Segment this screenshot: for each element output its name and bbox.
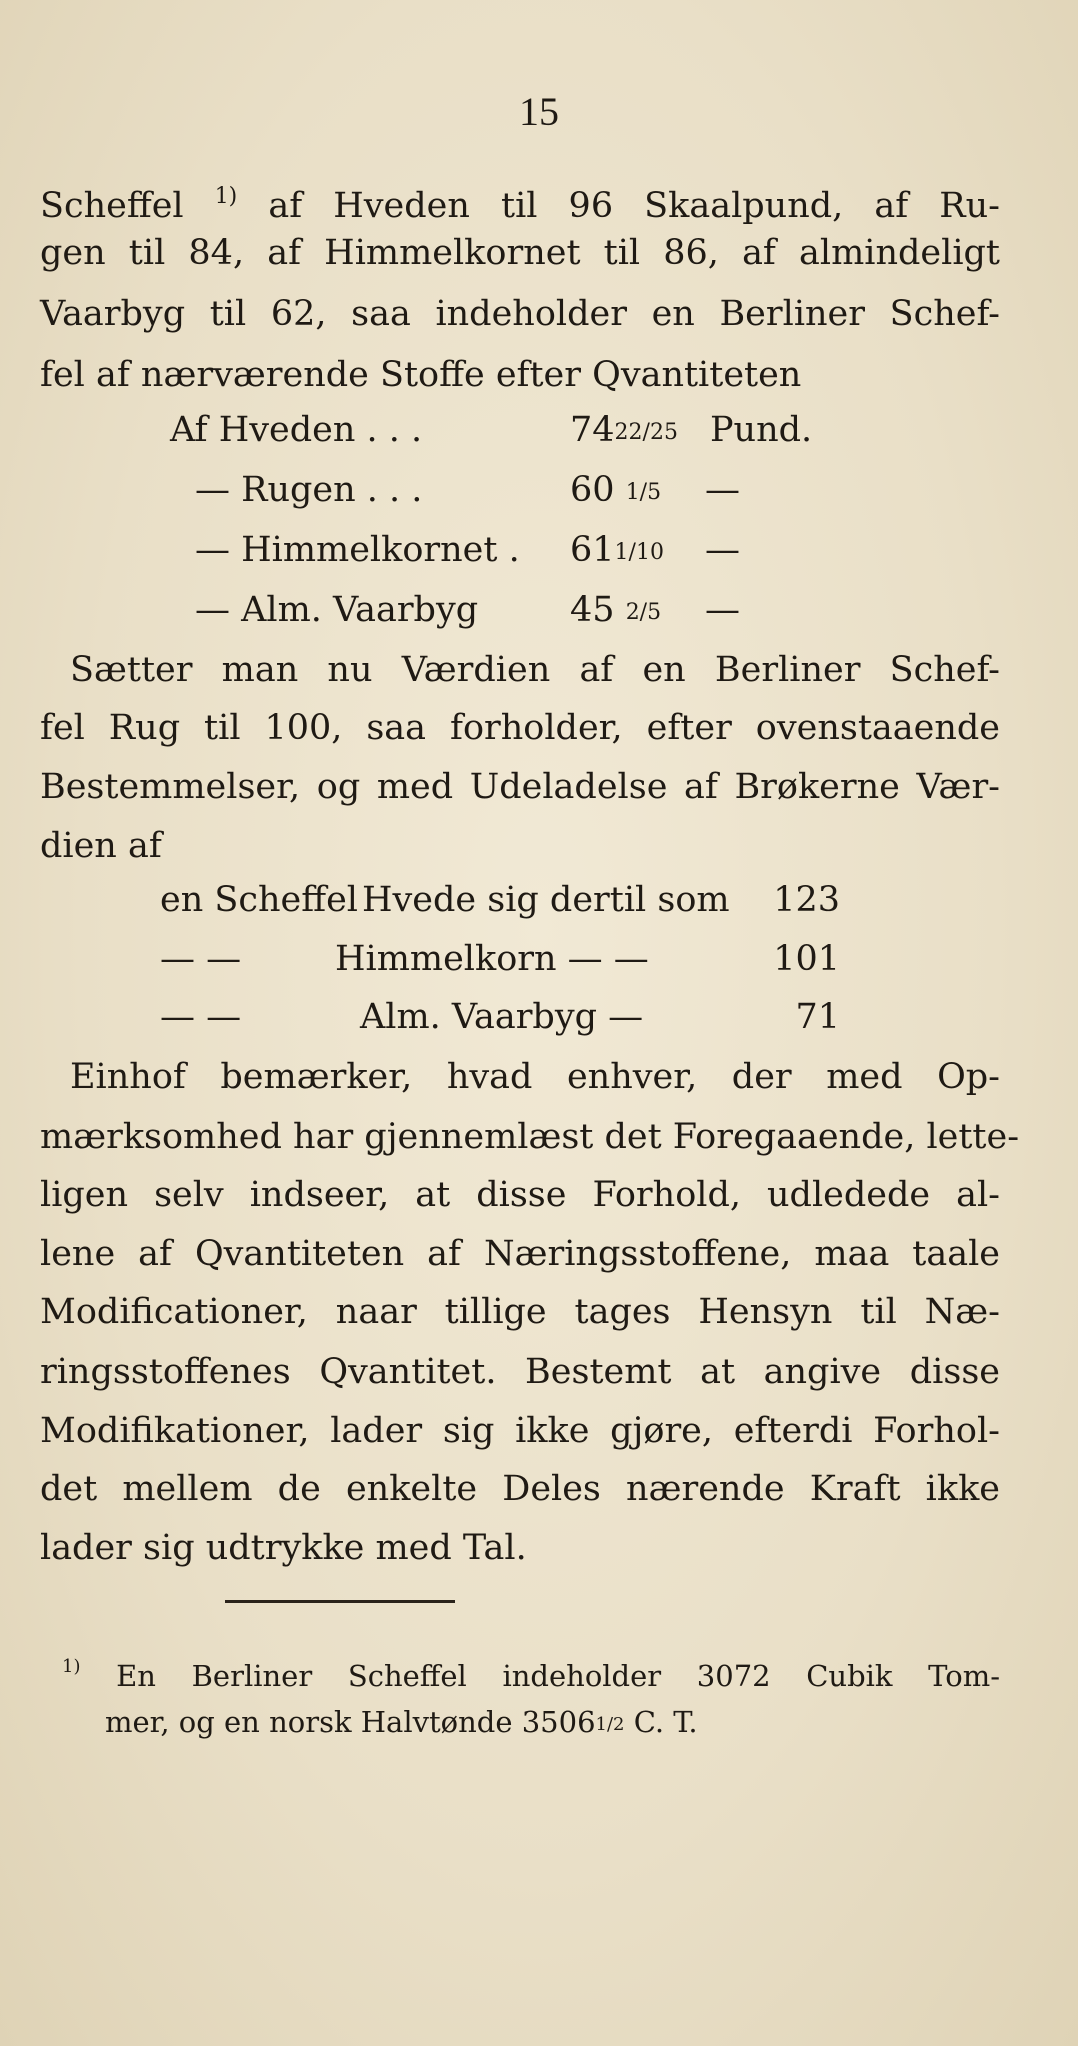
text-line: gen til 84, af Himmelkornet til 86, af almindeligt (40, 233, 1000, 273)
text-line: lene af Qvantiteten af Næringsstoffene, maa taale (40, 1234, 1000, 1274)
footnote-line: $^{1)}$ En Berliner Scheffel indeholder 3072 Cubik Tom- (62, 1656, 1000, 1693)
footnote-divider (225, 1600, 455, 1603)
row-value: 45 2/5 (570, 590, 662, 630)
footnote-marker: 1) (214, 184, 238, 209)
row-unit: — (705, 590, 740, 630)
text-line: ringsstoffenes Qvantitet. Bestemt at angive disse (40, 1352, 1000, 1392)
text-line: fel Rug til 100, saa forholder, efter ovenstaaende (40, 708, 1000, 748)
text-line: Scheffel $^{1)}$ af Hveden til 96 Skaalpund, af Ru- (40, 184, 1000, 226)
page-number: 15 (519, 89, 559, 134)
row-unit: — (705, 530, 740, 570)
footnote-line: mer, og en norsk Halvtønde 35061/2 C. T. (105, 1705, 698, 1739)
row-desc: Alm. Vaarbyg — (360, 997, 644, 1037)
row-value: 60 1/5 (570, 470, 662, 510)
row-value: 71 (795, 997, 840, 1037)
row-label: — — (160, 939, 242, 979)
row-label: — Alm. Vaarbyg (195, 590, 479, 630)
text-line: dien af (40, 826, 162, 866)
row-label: en Scheffel (160, 880, 358, 920)
row-value: 611/10 (570, 530, 664, 570)
row-label: — — (160, 997, 242, 1037)
text-line: Bestemmelser, og med Udeladelse af Brøkerne Vær- (40, 767, 1000, 807)
text-line: mærksomhed har gjennemlæst det Foregaaende, lette- (40, 1117, 1020, 1157)
row-desc: Himmelkorn — — (335, 939, 649, 979)
text-line: Einhof bemærker, hvad enhver, der med Op- (70, 1057, 1000, 1097)
text-line: Modifikationer, lader sig ikke gjøre, efterdi Forhol- (40, 1411, 1000, 1451)
row-value: 101 (773, 939, 840, 979)
row-value: 7422/25 (570, 410, 678, 450)
row-value: 123 (773, 880, 840, 920)
text-line: fel af nærværende Stoffe efter Qvantiteten (40, 355, 802, 395)
text-line: det mellem de enkelte Deles nærende Kraft ikke (40, 1469, 1000, 1509)
row-label: Af Hveden . . . (170, 410, 423, 450)
text-line: ligen selv indseer, at disse Forhold, udledede al- (40, 1175, 1000, 1215)
row-label: — Rugen . . . (195, 470, 423, 510)
row-unit: — (705, 470, 740, 510)
text-line: Modificationer, naar tillige tages Hensyn til Næ- (40, 1292, 1000, 1332)
text-line: Sætter man nu Værdien af en Berliner Schef- (70, 650, 1000, 690)
row-label: — Himmelkornet . (195, 530, 520, 570)
text-line: Vaarbyg til 62, saa indeholder en Berliner Schef- (40, 294, 1000, 334)
row-unit: Pund. (710, 410, 813, 450)
row-desc: Hvede sig dertil som (362, 880, 730, 920)
text-line: lader sig udtrykke med Tal. (40, 1528, 527, 1568)
